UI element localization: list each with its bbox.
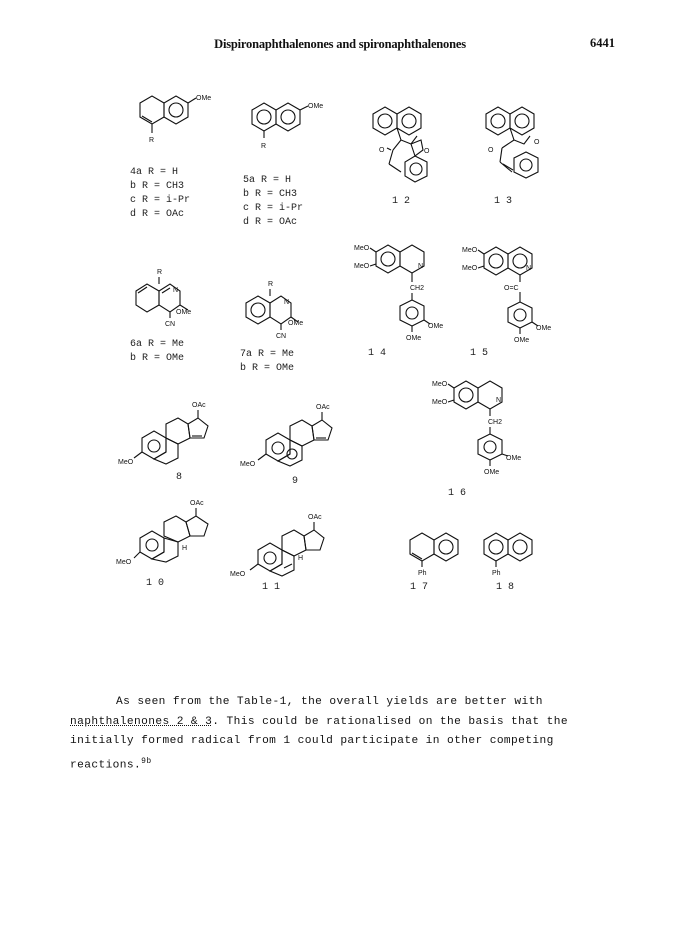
svg-text:Ph: Ph — [492, 570, 501, 577]
svg-text:O: O — [424, 148, 430, 155]
svg-text:R: R — [268, 281, 274, 288]
structure-16 — [430, 372, 540, 482]
structure-14 — [352, 238, 452, 348]
running-header-title: Dispironaphthalenones and spironaphthalenones — [214, 37, 466, 51]
svg-text:O: O — [488, 147, 494, 154]
svg-text:OMe: OMe — [536, 325, 552, 332]
svg-text:MeO: MeO — [432, 381, 448, 388]
svg-text:CN: CN — [165, 321, 176, 328]
svg-text:CN: CN — [276, 333, 287, 340]
page-number: 6441 — [590, 36, 615, 50]
svg-text:MeO: MeO — [462, 265, 478, 272]
body-line-3: initially formed radical from 1 could participate in other competing — [70, 735, 554, 748]
svg-text:R: R — [157, 269, 163, 276]
svg-text:OMe: OMe — [288, 320, 304, 327]
svg-text:OMe: OMe — [176, 309, 192, 316]
structure-4 — [128, 88, 218, 150]
svg-text:OAc: OAc — [316, 404, 330, 411]
compound-13-label: 1 3 — [494, 196, 513, 207]
svg-text:H: H — [182, 545, 188, 552]
svg-text:CH2: CH2 — [410, 285, 425, 292]
compound-8-label: 8 — [176, 472, 183, 483]
compound-15-label: 1 5 — [470, 348, 489, 359]
svg-text:O=C: O=C — [504, 285, 519, 292]
svg-text:MeO: MeO — [432, 399, 448, 406]
svg-text:Ph: Ph — [418, 570, 427, 577]
svg-text:O: O — [534, 139, 540, 146]
structure-12 — [365, 100, 455, 192]
svg-text:OAc: OAc — [192, 402, 206, 409]
compound-6-legend: 6a R = Me b R = OMe — [130, 339, 185, 364]
svg-text:N: N — [418, 263, 424, 270]
r-label: R — [149, 137, 155, 144]
compound-11-label: 1 1 — [262, 582, 281, 593]
body-paragraph — [70, 693, 615, 776]
svg-text:N: N — [284, 299, 290, 306]
svg-text:N: N — [496, 397, 502, 404]
svg-text:MeO: MeO — [116, 559, 132, 566]
structure-17 — [402, 528, 472, 580]
compound-12-label: 1 2 — [392, 196, 411, 207]
svg-text:H: H — [298, 555, 304, 562]
svg-text:O: O — [379, 147, 385, 154]
structure-8 — [112, 396, 242, 476]
svg-text:MeO: MeO — [118, 459, 134, 466]
compound-14-label: 1 4 — [368, 348, 387, 359]
structure-7 — [234, 278, 318, 344]
svg-text:OMe: OMe — [406, 335, 422, 342]
body-line-1: As seen from the Table-1, the overall yields are better with — [116, 696, 543, 708]
compound-16-label: 1 6 — [448, 488, 467, 499]
compound-18-label: 1 8 — [496, 582, 515, 593]
svg-text:OMe: OMe — [308, 103, 324, 110]
svg-text:OAc: OAc — [308, 514, 322, 521]
svg-text:MeO: MeO — [240, 461, 256, 468]
structure-9 — [232, 398, 362, 478]
structure-6 — [122, 266, 206, 332]
svg-text:R: R — [261, 143, 267, 150]
compound-4-legend: 4a R = H b R = CH3 c R = i-Pr d R = OAc — [130, 167, 191, 220]
svg-text:MeO: MeO — [230, 571, 246, 578]
svg-text:MeO: MeO — [354, 263, 370, 270]
svg-text:MeO: MeO — [354, 245, 370, 252]
structure-5 — [240, 98, 330, 154]
body-line-4: reactions.$^{9b}$ — [70, 756, 152, 772]
svg-text:OMe: OMe — [506, 455, 522, 462]
compound-17-label: 1 7 — [410, 582, 429, 593]
svg-text:CH2: CH2 — [488, 419, 503, 426]
structure-18 — [476, 528, 546, 580]
compound-10-label: 1 0 — [146, 578, 165, 589]
compound-7-legend: 7a R = Me b R = OMe — [240, 349, 295, 374]
structure-11 — [224, 508, 354, 588]
body-line-2: naphthalenones 2 & 3. This could be rationalised on the basis that the — [70, 715, 568, 728]
svg-text:MeO: MeO — [462, 247, 478, 254]
structure-15 — [460, 240, 570, 350]
svg-text:OAc: OAc — [190, 500, 204, 507]
ome-label: OMe — [196, 95, 212, 102]
svg-text:N: N — [173, 287, 179, 294]
svg-text:N: N — [526, 265, 532, 272]
svg-text:OMe: OMe — [514, 337, 530, 344]
structure-13 — [478, 100, 568, 192]
svg-text:OMe: OMe — [484, 469, 500, 476]
compound-9-label: 9 — [292, 476, 299, 487]
compound-5-legend: 5a R = H b R = CH3 c R = i-Pr d R = OAc — [243, 175, 304, 228]
reference-superscript: 9b — [141, 756, 152, 766]
svg-text:OMe: OMe — [428, 323, 444, 330]
structure-10 — [112, 494, 242, 576]
